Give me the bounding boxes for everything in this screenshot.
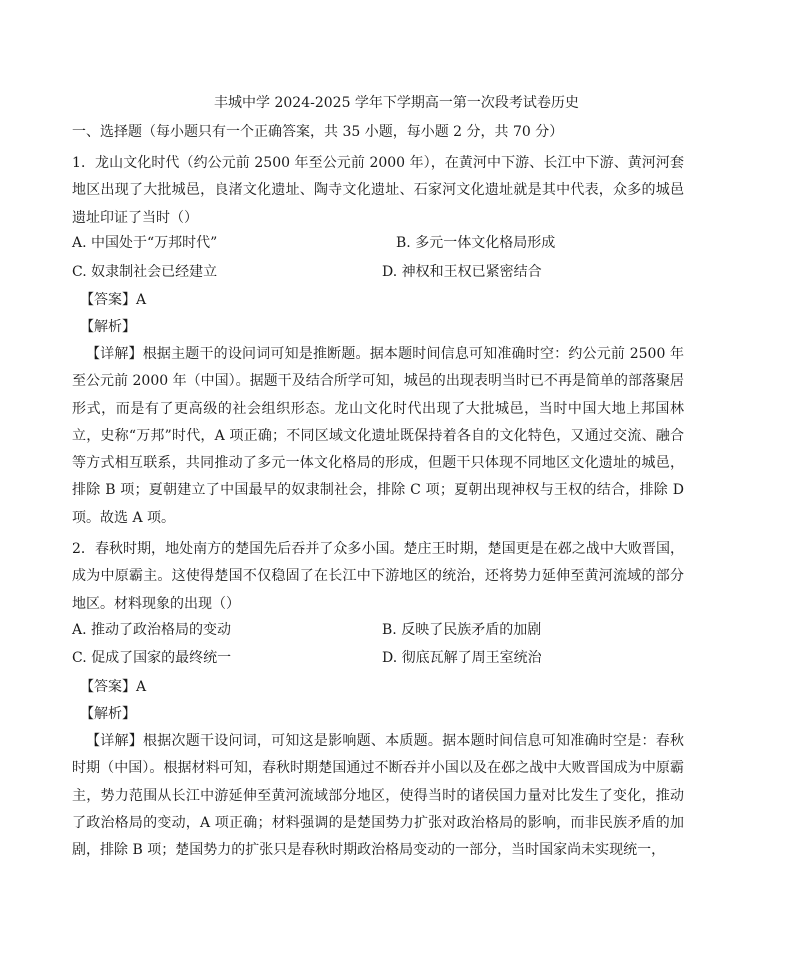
page-title: 丰城中学 2024-2025 学年下学期高一第一次段考试卷历史 [214, 95, 579, 111]
question-1-detail: 【详解】根据主题干的设问词可知是推断题。据本题时间信息可知准确时空：约公元前 2500 年至公元前 2000 年（中国）。据题干及结合所学可知，城邑的出现表明当时已不再是简单的部落聚居形式，而是有了更高级的社会组织形态。龙山文化时代出现了大批城邑，当时中国大地上邦国林立，史称“万邦”时代，A 项正确；不同区域文化遗址既保持着各自的文化特色，又通过交流、融合等方式相互联系，共同推动了多元一体文化格局的形成，但题干只体现不同地区文化遗址的城邑，排除 B 项；夏朝建立了中国最早的奴隶制社会，排除 C 项；夏朝出现神权与王权的结合，排除 D 项。故选 A 项。 [72, 346, 684, 526]
question-2-option-d: D. 彻底瓦解了周王室统治 [382, 650, 542, 666]
question-1-option-c: C. 奴隶制社会已经建立 [72, 264, 218, 280]
question-2-answer: 【答案】A [80, 679, 147, 695]
question-2-option-c: C. 促成了国家的最终统一 [72, 650, 232, 666]
question-1-answer: 【答案】A [80, 292, 147, 308]
question-1-option-d: D. 神权和王权已紧密结合 [382, 264, 542, 280]
section-heading: 一、选择题（每小题只有一个正确答案，共 35 小题，每小题 2 分，共 70 分） [72, 124, 564, 140]
question-2-option-b: B. 反映了民族矛盾的加剧 [382, 622, 542, 638]
question-1-option-b: B. 多元一体文化格局形成 [396, 235, 556, 251]
question-1-stem: 1．龙山文化时代（约公元前 2500 年至公元前 2000 年），在黄河中下游、长江中下游、黄河河套地区出现了大批城邑，良渚文化遗址、陶寺文化遗址、石家河文化遗址就是其中代表，众多的城邑遗址印证了当时（） [72, 155, 684, 226]
question-2-detail: 【详解】根据次题干设问词，可知这是影响题、本质题。据本题时间信息可知准确时空是：春秋时期（中国）。根据材料可知，春秋时期楚国通过不断吞并小国以及在邲之战中大败晋国成为中原霸主，势力范围从长江中游延伸至黄河流域部分地区，使得当时的诸侯国力量对比发生了变化，推动了政治格局的变动，A 项正确；材料强调的是楚国势力扩张对政治格局的影响，而非民族矛盾的加剧，排除 B 项；楚国势力的扩张只是春秋时期政治格局变动的一部分，当时国家尚未实现统一， [72, 733, 684, 859]
question-1-analysis-label: 【解析】 [80, 319, 136, 335]
question-2-analysis-label: 【解析】 [80, 706, 136, 722]
question-2-option-a: A. 推动了政治格局的变动 [72, 622, 232, 638]
question-2-stem: 2．春秋时期，地处南方的楚国先后吞并了众多小国。楚庄王时期，楚国更是在邲之战中大败晋国，成为中原霸主。这使得楚国不仅稳固了在长江中下游地区的统治，还将势力延伸至黄河流域的部分地区。材料现象的出现（） [72, 541, 684, 612]
question-1-option-a: A. 中国处于“万邦时代” [72, 235, 218, 251]
